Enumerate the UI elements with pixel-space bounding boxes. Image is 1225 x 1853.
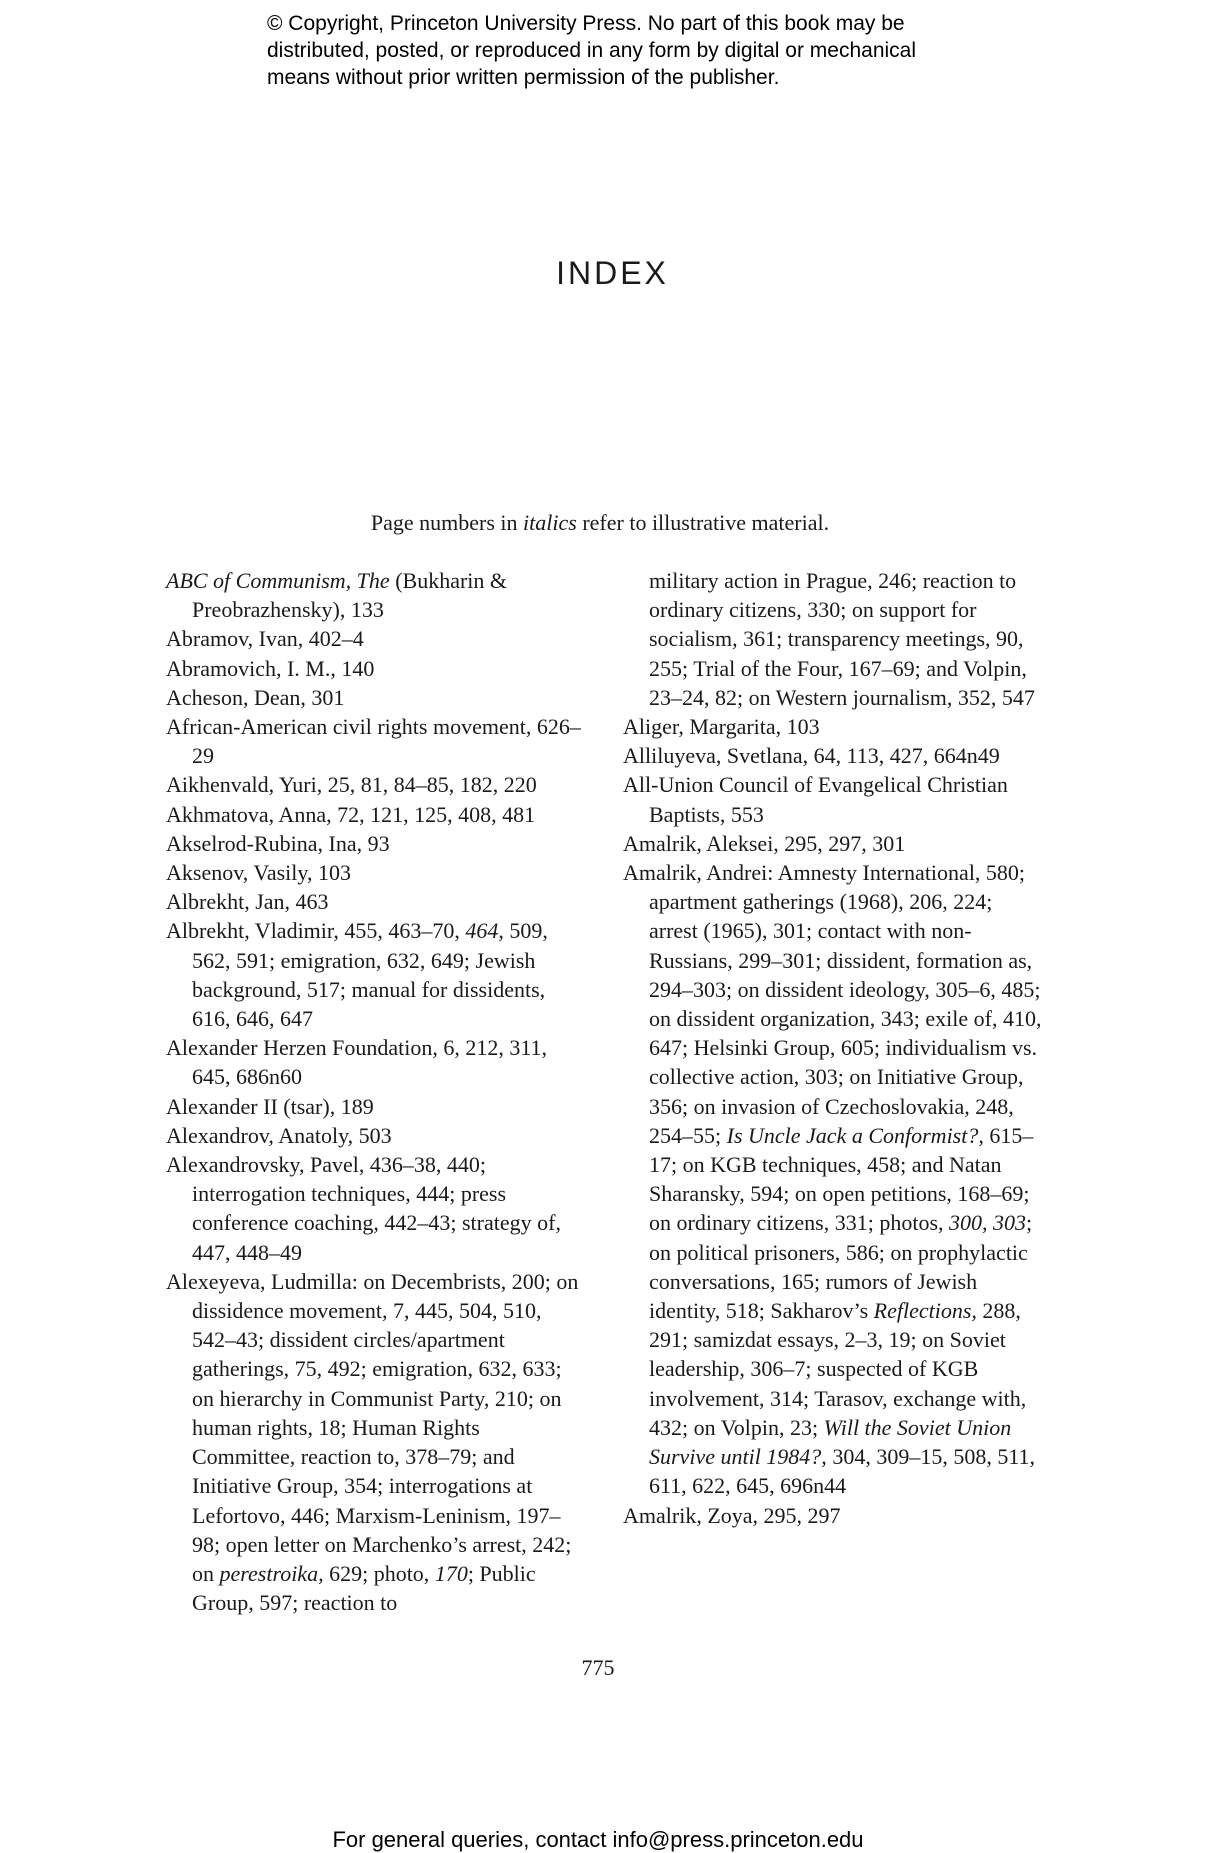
index-entry-text: Acheson, Dean, 301 [166, 684, 345, 710]
index-entry [623, 1501, 1043, 1530]
index-entry-italic-text: ABC of Communism, The [166, 568, 390, 593]
index-entry-text: Aikhenvald, Yuri, 25, 81, 84–85, 182, 220 [166, 772, 537, 798]
index-entry [166, 1092, 586, 1121]
index-entry [166, 1150, 586, 1267]
index-entry [166, 624, 586, 653]
index-entry-text: Amalrik, Aleksei, 295, 297, 301 [623, 830, 906, 856]
index-entry [166, 1267, 586, 1617]
page-number: 775 [581, 1655, 615, 1680]
index-entry-italic-text: 300, 303 [949, 1210, 1027, 1236]
index-entry [166, 712, 586, 770]
index-entry-text: African-American civil rights movement, 626–29 [166, 714, 581, 769]
index-entry-text: All-Union Council of Evangelical Christian Baptists, 553 [623, 772, 1008, 827]
index-entry-text: Abramov, Ivan, 402–4 [166, 626, 364, 652]
index-entry-text: 629; photo, [323, 1560, 435, 1586]
index-entry [166, 1121, 586, 1150]
index-entry [623, 741, 1043, 770]
index-entry-italic-text: Reflections, [873, 1298, 977, 1324]
index-entry-text: Akselrod-Rubina, Ina, 93 [166, 830, 390, 856]
index-entry-text: Amalrik, Zoya, 295, 297 [623, 1502, 841, 1528]
index-entry-text: 509, 562, 591; emigration, 632, 649; Jewish background, 517; manual for dissidents, 616, 646, 647 [192, 918, 548, 1032]
index-entry-text: Akhmatova, Anna, 72, 121, 125, 408, 481 [166, 801, 536, 827]
copyright-notice [267, 10, 1027, 91]
index-entry-italic-text: 170 [434, 1560, 468, 1586]
index-entry-italic-text: perestroika, [219, 1560, 324, 1586]
index-entry-text: Alliluyeva, Svetlana, 64, 113, 427, 664n49 [623, 743, 1000, 769]
index-entry [166, 916, 586, 1033]
index-entry [623, 829, 1043, 858]
index-entry [166, 800, 586, 829]
index-entry [166, 887, 586, 916]
index-entry-text: 288, 291; samizdat essays, 2–3, 19; on Soviet leadership, 306–7; suspected of KGB involvement, 314; Tarasov, exchange with, 432; on Volpin, 23; [649, 1298, 1027, 1440]
index-entry-italic-text: Is Uncle Jack a Conformist?, [726, 1122, 984, 1148]
index-entry-text: (Bukharin & Preobrazhensky), 133 [192, 568, 508, 623]
index-entry [166, 829, 586, 858]
index-entry-text: Alexandrovsky, Pavel, 436–38, 440; interrogation techniques, 444; press conference coaching, 442–43; strategy of, 447, 448–49 [166, 1152, 561, 1265]
copyright-line: © Copyright, Princeton University Press. No part of this book may be [267, 12, 905, 35]
index-entry-text: ; Public Group, 597; reaction to [192, 1560, 536, 1616]
index-entry-italic-text: Will the Soviet Union Survive until 1984?, [649, 1414, 1012, 1470]
copyright-line: distributed, posted, or reproduced in any form by digital or mechanical [267, 39, 917, 62]
index-entry-text: military action in Prague, 246; reaction to ordinary citizens, 330; on support for socialism, 361; transparency meetings, 90, 255; Trial of the Four, 167–69; and Volpin, 23–24, 82; on Western journalism, 352, 547 [649, 568, 1035, 710]
note-text: refer to illustrative material. [576, 510, 830, 535]
note-text: Page numbers in [370, 510, 524, 535]
index-entry [166, 566, 586, 624]
index-entry [623, 858, 1043, 1500]
index-entry [623, 712, 1043, 741]
note-italic-word: italics [523, 510, 577, 535]
index-entry-text: Albrekht, Vladimir, 455, 463–70, [166, 918, 466, 944]
index-entry [166, 1033, 586, 1091]
index-column-right [623, 566, 1043, 1530]
index-column-left [166, 566, 586, 1617]
index-entry-text: Abramovich, I. M., 140 [166, 655, 375, 681]
contact-footer: For general queries, contact info@press.princeton.edu [332, 1827, 864, 1852]
index-entry-text: Aksenov, Vasily, 103 [166, 860, 351, 886]
page-title: INDEX [556, 255, 669, 291]
italics-note [0, 510, 1200, 536]
index-entry-text: Alexandrov, Anatoly, 503 [166, 1122, 392, 1148]
index-entry [166, 858, 586, 887]
index-entry [623, 770, 1043, 828]
index-entry-text: 304, 309–15, 508, 511, 611, 622, 645, 696n44 [649, 1444, 1035, 1499]
index-entry-italic-text: 464, [465, 918, 504, 944]
index-entry-text: Albrekht, Jan, 463 [166, 889, 329, 915]
index-entry-text: ; on political prisoners, 586; on prophylactic conversations, 165; rumors of Jewish identity, 518; Sakharov’s [649, 1210, 1033, 1324]
index-entry [166, 770, 586, 799]
index-entry [166, 683, 586, 712]
copyright-line: means without prior written permission of the publisher. [267, 66, 780, 89]
index-entry-text: Alexander II (tsar), 189 [166, 1093, 374, 1119]
index-entry-text: Amalrik, Andrei: Amnesty International, 580; apartment gatherings (1968), 206, 224; arrest (1965), 301; contact with non-Russians, 299–301; dissident, formation as, 294–303; on dissident ideology, 305–6, 485; on dissident organization, 343; exile of, 410, 647; Helsinki Group, 605; individualism vs. collective action, 303; on Initiative Group, 356; on invasion of Czechoslovakia, 248, 254–55; [623, 860, 1042, 1148]
index-entry [166, 654, 586, 683]
index-entry-text: 615–17; on KGB techniques, 458; and Natan Sharansky, 594; on open petitions, 168–69; on ordinary citizens, 331; photos, [649, 1122, 1034, 1236]
index-entry-text: Alexeyeva, Ludmilla: on Decembrists, 200; on dissidence movement, 7, 445, 504, 510, 542–43; dissident circles/apartment gatherings, 75, 492; emigration, 632, 633; on hierarchy in Communist Party, 210; on human rights, 18; Human Rights Committee, reaction to, 378–79; and Initiative Group, 354; interrogations at Lefortovo, 446; Marxism-Leninism, 197–98; open letter on Marchenko’s arrest, 242; on [166, 1268, 579, 1586]
index-entry-continuation [623, 566, 1043, 712]
index-entry-text: Alexander Herzen Foundation, 6, 212, 311, 645, 686n60 [166, 1035, 548, 1090]
index-entry-text: Aliger, Margarita, 103 [623, 714, 820, 740]
